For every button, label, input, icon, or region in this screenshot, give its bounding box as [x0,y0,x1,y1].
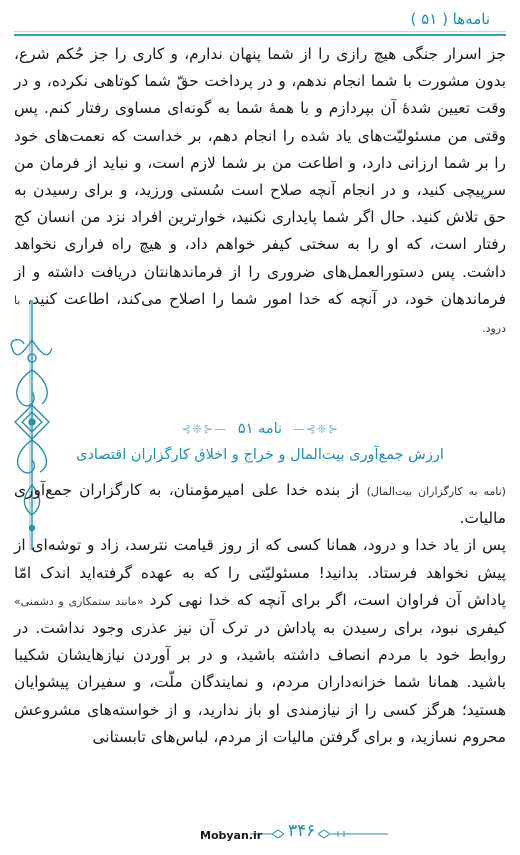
letter-body-end: کیفری نبود، برای رسیدن به پاداش در ترک آن نیز عذری وجود نداشت. در روابط خود با مردم انصاف داشته باشید، و در بر آوردن نیازهایشان شکیبا باشید. همانا شما خزانه‌داران مردم، و نمایندگان ملّت، و سفیران پیشوایان هستید؛ هرگز کسی را از نیازمندی او باز ندارید، و از خواسته‌های مشروعش محروم نسازید، و برای گرفتن مالیات از مردم، لباس‌های تابستانی [14,619,506,746]
letter-title: ارزش جمع‌آوری بیت‌المال و خراج و اخلاق کارگزاران اقتصادی [76,447,444,463]
page-header [14,4,506,36]
header-rule [14,34,506,36]
brand-text: Mobyan.ir [200,829,263,842]
recipient-note: (نامه به کارگزاران بیت‌المال) [366,485,506,498]
paragraph-1-text: جز اسرار جنگی هیچ رازی را از شما پنهان ندارم، و کاری را جز حُکم شرع، بدون مشورت با شما انجام ندهم، و در پرداخت حقّ شما کوتاهی نکرده، و در وقت تعیین شدهٔ آن بپردازم و با همهٔ شما به گونه‌ای مساوی رفتار کنم. پس وقتی من مسئولیّت‌های یاد شده را انجام دهم، بر خداست که نعمت‌های خود را بر شما ارزانی دارد، و اطاعت من بر شما لازم است، و نباید از فرمان من سرپیچی کنید، و در انجام آنچه صلاح است سُستی ورزید، و برای رسیدن به حق تلاش کنید. حال اگر شما پایداری نکنید، خوارترین افراد نزد من انسان کج رفتار است، که او را به سختی کیفر خواهم داد، و هیچ راه فراری نخواهد داشت. پس دستورالعمل‌های ضروری را از فرماندهانتان دریافت داشته و از فرماندهان خود، در آنچه که خدا امور شما را اصلاح می‌کند، اطاعت کنید، [14,45,506,308]
paragraph-1-note: با درود. [14,293,506,336]
page-number: ۳۴۶ [288,821,316,841]
paragraph-2 [14,477,506,751]
footer-ornament-right [318,829,388,839]
header-rule-thin [14,31,506,32]
letter-body-start: پس از یاد خدا و درود، همانا کسی که از روز قیامت نترسد، زاد و توشه‌ای از پیش نخواهد فرستاد. بدانید! مسئولیّتی را که به عهده گرفته‌اید اندک امّا پاداش آن فراوان است، اگر برای آنچه که خدا نهی کرد [14,536,506,609]
letter-number: نامه ۵۱ [237,421,283,437]
page-header-title: نامه‌ها ( ۵۱ ) [410,10,490,28]
letter-heading [14,421,506,447]
ornament-left: ⊰❈⊱— [292,422,339,436]
inline-note: «مانند ستمکاری و دشمنی» [14,594,144,608]
paragraph-1 [14,41,506,342]
letter-opening: از بنده خدا علی امیرمؤمنان، به کارگزاران جمع‌آوری مالیات. [14,481,506,528]
footer-brand[interactable] [200,829,262,842]
page-footer [0,815,520,851]
ornament-right: —⊰❈⊱ [181,422,228,436]
